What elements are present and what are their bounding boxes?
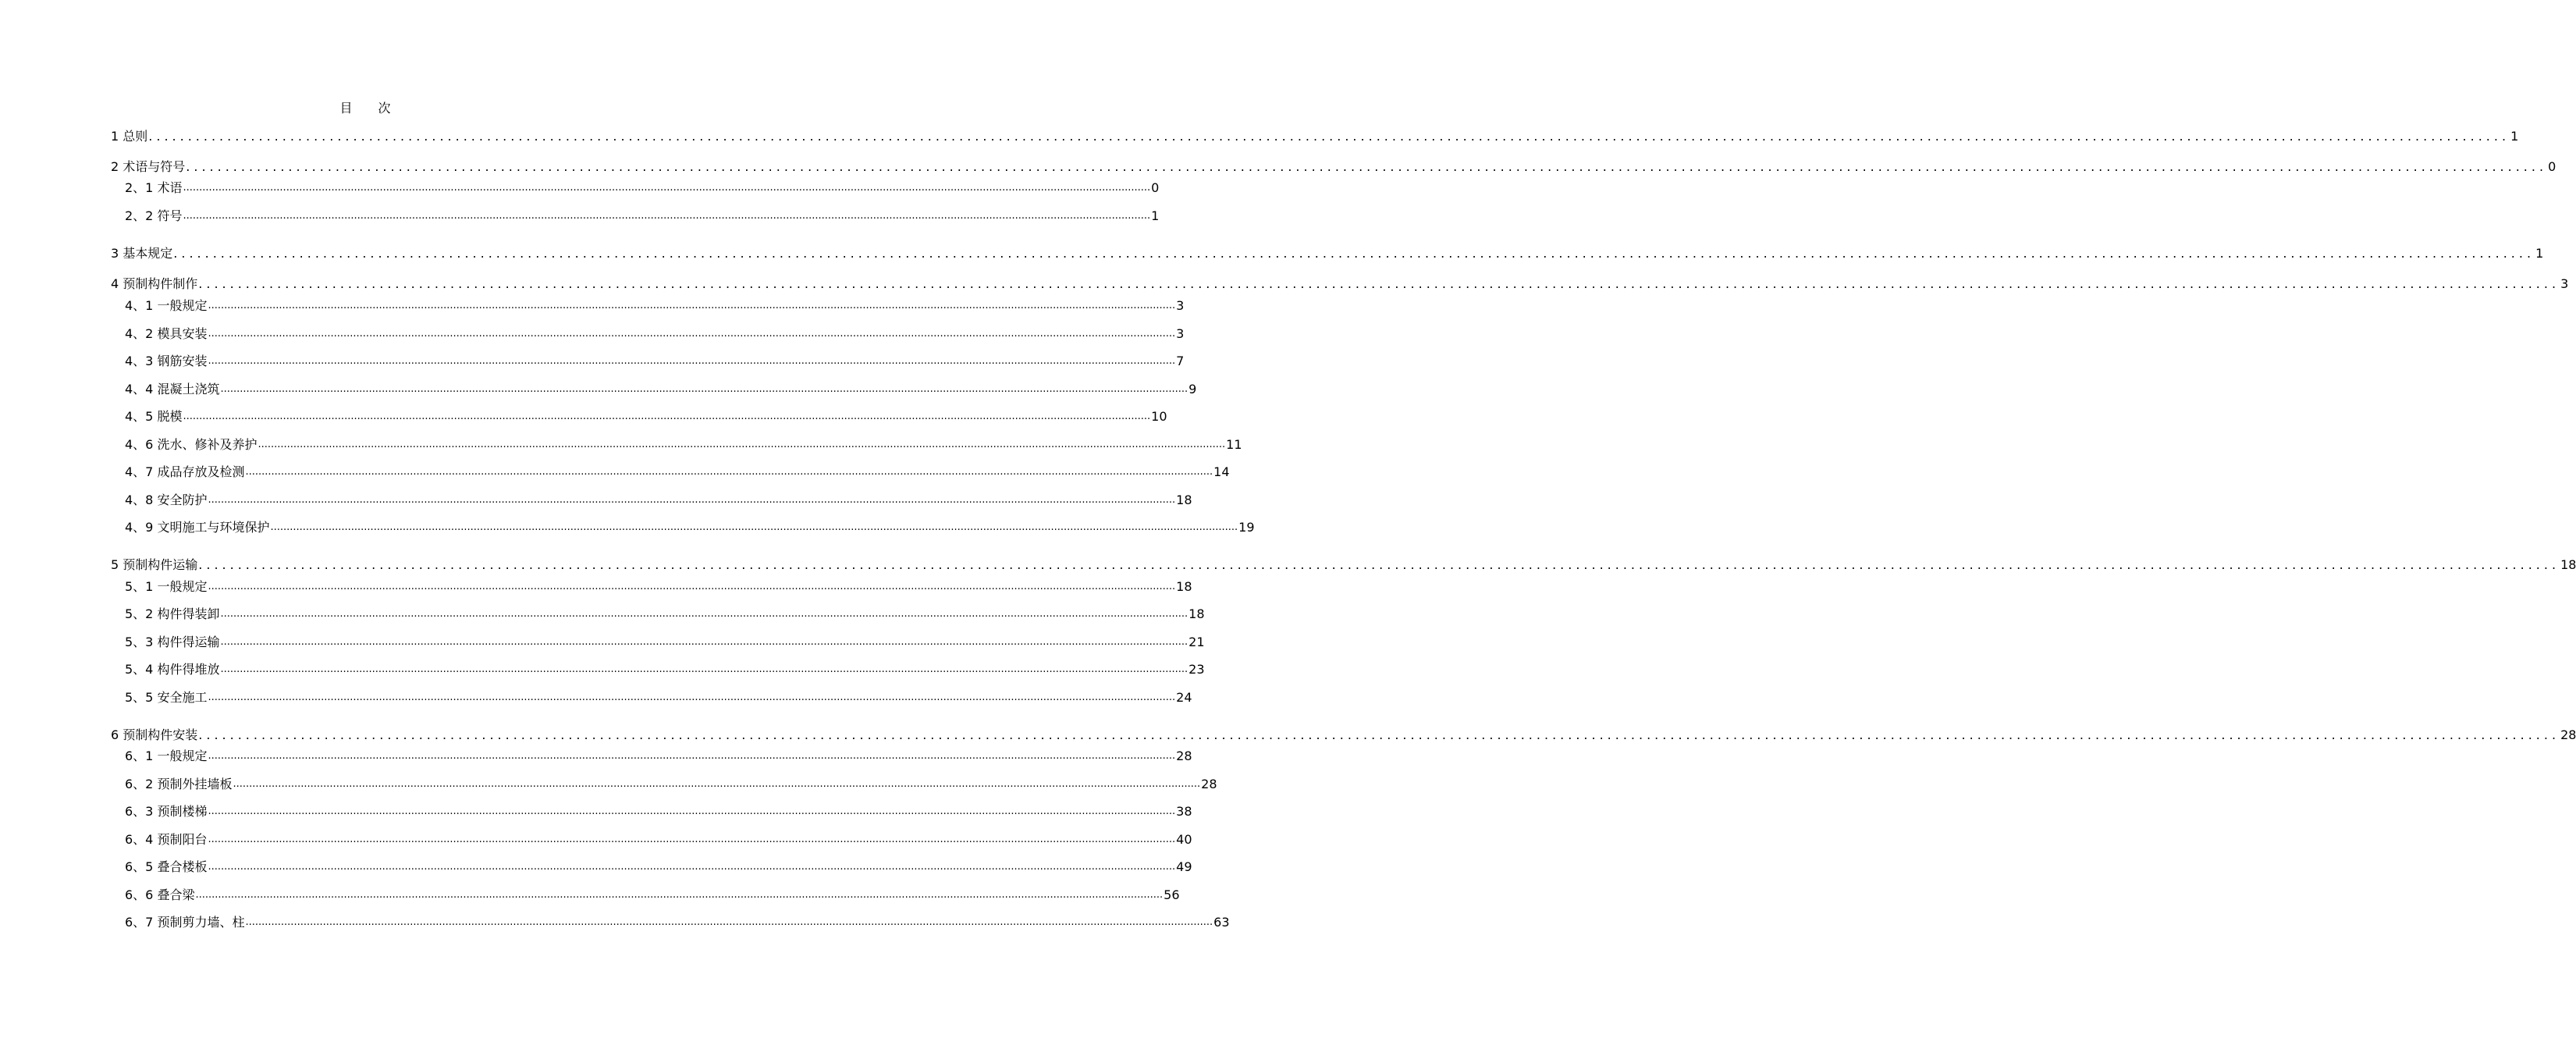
toc-entry[interactable] <box>125 325 1185 343</box>
toc-entry[interactable] <box>111 128 2519 145</box>
toc-page-number: 1 <box>2535 246 2544 261</box>
dot-leader: ............................................................................................................................................................................................................................................................................................................ <box>270 521 1238 533</box>
dot-leader: ............................................................................................................................................................................................................................................................................................................ <box>183 182 1151 194</box>
dot-leader: ............................................................................................................................................................................................................................................................................................................ <box>220 636 1189 648</box>
toc-entry-label: 4、2 模具安装 <box>125 326 208 341</box>
dot-leader: ............................................................................................................................................................................................................................................................................................................ <box>208 300 1176 311</box>
toc-page-number: 19 <box>1238 520 1255 535</box>
toc-page-number: 18 <box>1176 492 1192 507</box>
toc-entry[interactable] <box>125 831 1192 848</box>
toc-page-number: 21 <box>1189 635 1205 649</box>
toc-entry-label: 5 预制构件运输 <box>111 557 198 572</box>
toc-entry[interactable] <box>125 803 1192 820</box>
toc-entry-label: 5、5 安全施工 <box>125 690 208 705</box>
toc-entry-label: 2 术语与符号 <box>111 159 186 174</box>
dot-leader: ............................................................................................................................................................................................................................................................................................................ <box>183 210 1151 222</box>
toc-entry[interactable] <box>125 748 1192 765</box>
dot-leader: ............................................................................................................................................................................................................................................................................................................ <box>220 608 1189 620</box>
toc-page-number: 3 <box>1176 298 1185 313</box>
toc-page-number: 3 <box>2560 276 2569 291</box>
dot-leader: ............................................................................................................................................................................................................................................................................................................ <box>173 246 2535 261</box>
toc-page-number: 7 <box>1176 354 1185 368</box>
toc-entry[interactable] <box>125 353 1185 370</box>
toc-page-number: 10 <box>1151 409 1167 424</box>
toc-entry-label: 6、1 一般规定 <box>125 749 208 763</box>
toc-entry-label: 6、6 叠合梁 <box>125 887 195 902</box>
toc-entry[interactable] <box>125 578 1192 596</box>
dot-leader: ............................................................................................................................................................................................................................................................................................................ <box>183 411 1151 422</box>
dot-leader: ............................................................................................................................................................................................................................................................................................................ <box>208 692 1176 703</box>
toc-entry-label: 6、3 预制楼梯 <box>125 804 208 819</box>
toc-entry[interactable] <box>125 297 1185 315</box>
toc-entry-label: 5、4 构件得堆放 <box>125 662 220 677</box>
dot-leader: ............................................................................................................................................................................................................................................................................................................ <box>245 466 1213 478</box>
toc-entry-label: 6、7 预制剪力墙、柱 <box>125 915 245 930</box>
toc-entry[interactable] <box>125 492 1192 509</box>
toc-entry-label: 4、3 钢筋安装 <box>125 354 208 368</box>
toc-entry[interactable] <box>111 557 2576 574</box>
toc-page-number: 28 <box>1176 749 1192 763</box>
toc-entry[interactable] <box>111 245 2544 262</box>
toc-entry[interactable] <box>125 381 1197 398</box>
toc-page-number: 49 <box>1176 859 1192 874</box>
toc-page-number: 18 <box>1189 606 1205 621</box>
toc-entry[interactable] <box>125 914 1230 931</box>
dot-leader: ............................................................................................................................................................................................................................................................................................................ <box>195 889 1164 901</box>
toc-entry-label: 4、4 混凝土浇筑 <box>125 382 220 396</box>
toc-entry[interactable] <box>125 464 1230 481</box>
toc-entry-label: 4、9 文明施工与环境保护 <box>125 520 270 535</box>
dot-leader: ............................................................................................................................................................................................................................................................................................................ <box>258 439 1226 450</box>
toc-page-number: 56 <box>1164 887 1180 902</box>
toc-entry-label: 6、4 预制阳台 <box>125 832 208 847</box>
toc-entry-label: 4、8 安全防护 <box>125 492 208 507</box>
toc-entry-label: 4、7 成品存放及检测 <box>125 464 245 479</box>
toc-entry-label: 6、2 预制外挂墙板 <box>125 777 233 791</box>
toc-entry-label: 4 预制构件制作 <box>111 276 198 291</box>
toc-entry[interactable] <box>111 276 2569 293</box>
dot-leader: ............................................................................................................................................................................................................................................................................................................ <box>208 805 1176 817</box>
dot-leader: ............................................................................................................................................................................................................................................................................................................ <box>198 727 2560 742</box>
dot-leader: ............................................................................................................................................................................................................................................................................................................ <box>233 778 1201 790</box>
dot-leader: ............................................................................................................................................................................................................................................................................................................ <box>208 861 1176 873</box>
toc-entry[interactable] <box>111 158 2556 176</box>
toc-entry-label: 2、1 术语 <box>125 180 183 195</box>
toc-page-number: 1 <box>1151 208 1160 223</box>
toc-entry-label: 4、1 一般规定 <box>125 298 208 313</box>
dot-leader: ............................................................................................................................................................................................................................................................................................................ <box>208 355 1176 367</box>
toc-entry[interactable] <box>125 859 1192 876</box>
toc-page-number: 0 <box>1151 180 1160 195</box>
toc-entry-label: 4、6 洗水、修补及养护 <box>125 437 258 452</box>
toc-page-number: 23 <box>1189 662 1205 677</box>
toc-entry-label: 6、5 叠合楼板 <box>125 859 208 874</box>
toc-entry[interactable] <box>125 408 1167 425</box>
toc-entry[interactable] <box>125 180 1160 197</box>
toc-page-number: 3 <box>1176 326 1185 341</box>
toc-entry-label: 2、2 符号 <box>125 208 183 223</box>
dot-leader: ............................................................................................................................................................................................................................................................................................................ <box>208 581 1176 592</box>
toc-page-number: 11 <box>1226 437 1242 452</box>
toc-entry[interactable] <box>125 776 1217 793</box>
toc-entry[interactable] <box>125 606 1205 623</box>
toc-page-number: 63 <box>1213 915 1230 930</box>
toc-page-number: 0 <box>2548 159 2556 174</box>
toc-entry[interactable] <box>125 887 1180 904</box>
toc-entry[interactable] <box>111 727 2576 744</box>
toc-entry[interactable] <box>125 661 1205 678</box>
toc-entry[interactable] <box>125 436 1242 453</box>
toc-page-number: 28 <box>1201 777 1217 791</box>
toc-page-number: 9 <box>1189 382 1197 396</box>
toc-page-number: 38 <box>1176 804 1192 819</box>
dot-leader: ............................................................................................................................................................................................................................................................................................................ <box>208 834 1176 845</box>
toc-entry-label: 5、2 构件得装卸 <box>125 606 220 621</box>
page-title: 目 次 <box>339 101 402 116</box>
toc-page-number: 28 <box>2560 727 2576 742</box>
toc-entry[interactable] <box>125 519 1255 536</box>
dot-leader: ............................................................................................................................................................................................................................................................................................................ <box>220 383 1189 395</box>
dot-leader: ............................................................................................................................................................................................................................................................................................................ <box>208 750 1176 762</box>
toc-entry-label: 6 预制构件安装 <box>111 727 198 742</box>
toc-entry-label: 5、1 一般规定 <box>125 579 208 594</box>
toc-page-number: 40 <box>1176 832 1192 847</box>
dot-leader: ............................................................................................................................................................................................................................................................................................................ <box>148 129 2510 144</box>
toc-page-number: 18 <box>1176 579 1192 594</box>
toc-page-number: 1 <box>2510 129 2519 144</box>
toc-entry[interactable] <box>125 208 1160 225</box>
toc-entry-label: 4、5 脱模 <box>125 409 183 424</box>
dot-leader: ............................................................................................................................................................................................................................................................................................................ <box>220 663 1189 675</box>
toc-entry-label: 3 基本规定 <box>111 246 173 261</box>
toc-entry-label: 5、3 构件得运输 <box>125 635 220 649</box>
dot-leader: ............................................................................................................................................................................................................................................................................................................ <box>208 328 1176 340</box>
dot-leader: ............................................................................................................................................................................................................................................................................................................ <box>198 276 2560 291</box>
dot-leader: ............................................................................................................................................................................................................................................................................................................ <box>208 494 1176 506</box>
toc-page-number: 18 <box>2560 557 2576 572</box>
toc-entry-label: 1 总则 <box>111 129 148 144</box>
toc-entry[interactable] <box>125 689 1192 706</box>
dot-leader: ............................................................................................................................................................................................................................................................................................................ <box>186 159 2548 174</box>
toc-page-number: 24 <box>1176 690 1192 705</box>
dot-leader: ............................................................................................................................................................................................................................................................................................................ <box>245 916 1213 928</box>
toc-entry[interactable] <box>125 634 1205 651</box>
dot-leader: ............................................................................................................................................................................................................................................................................................................ <box>198 557 2560 572</box>
toc-page-number: 14 <box>1213 464 1230 479</box>
